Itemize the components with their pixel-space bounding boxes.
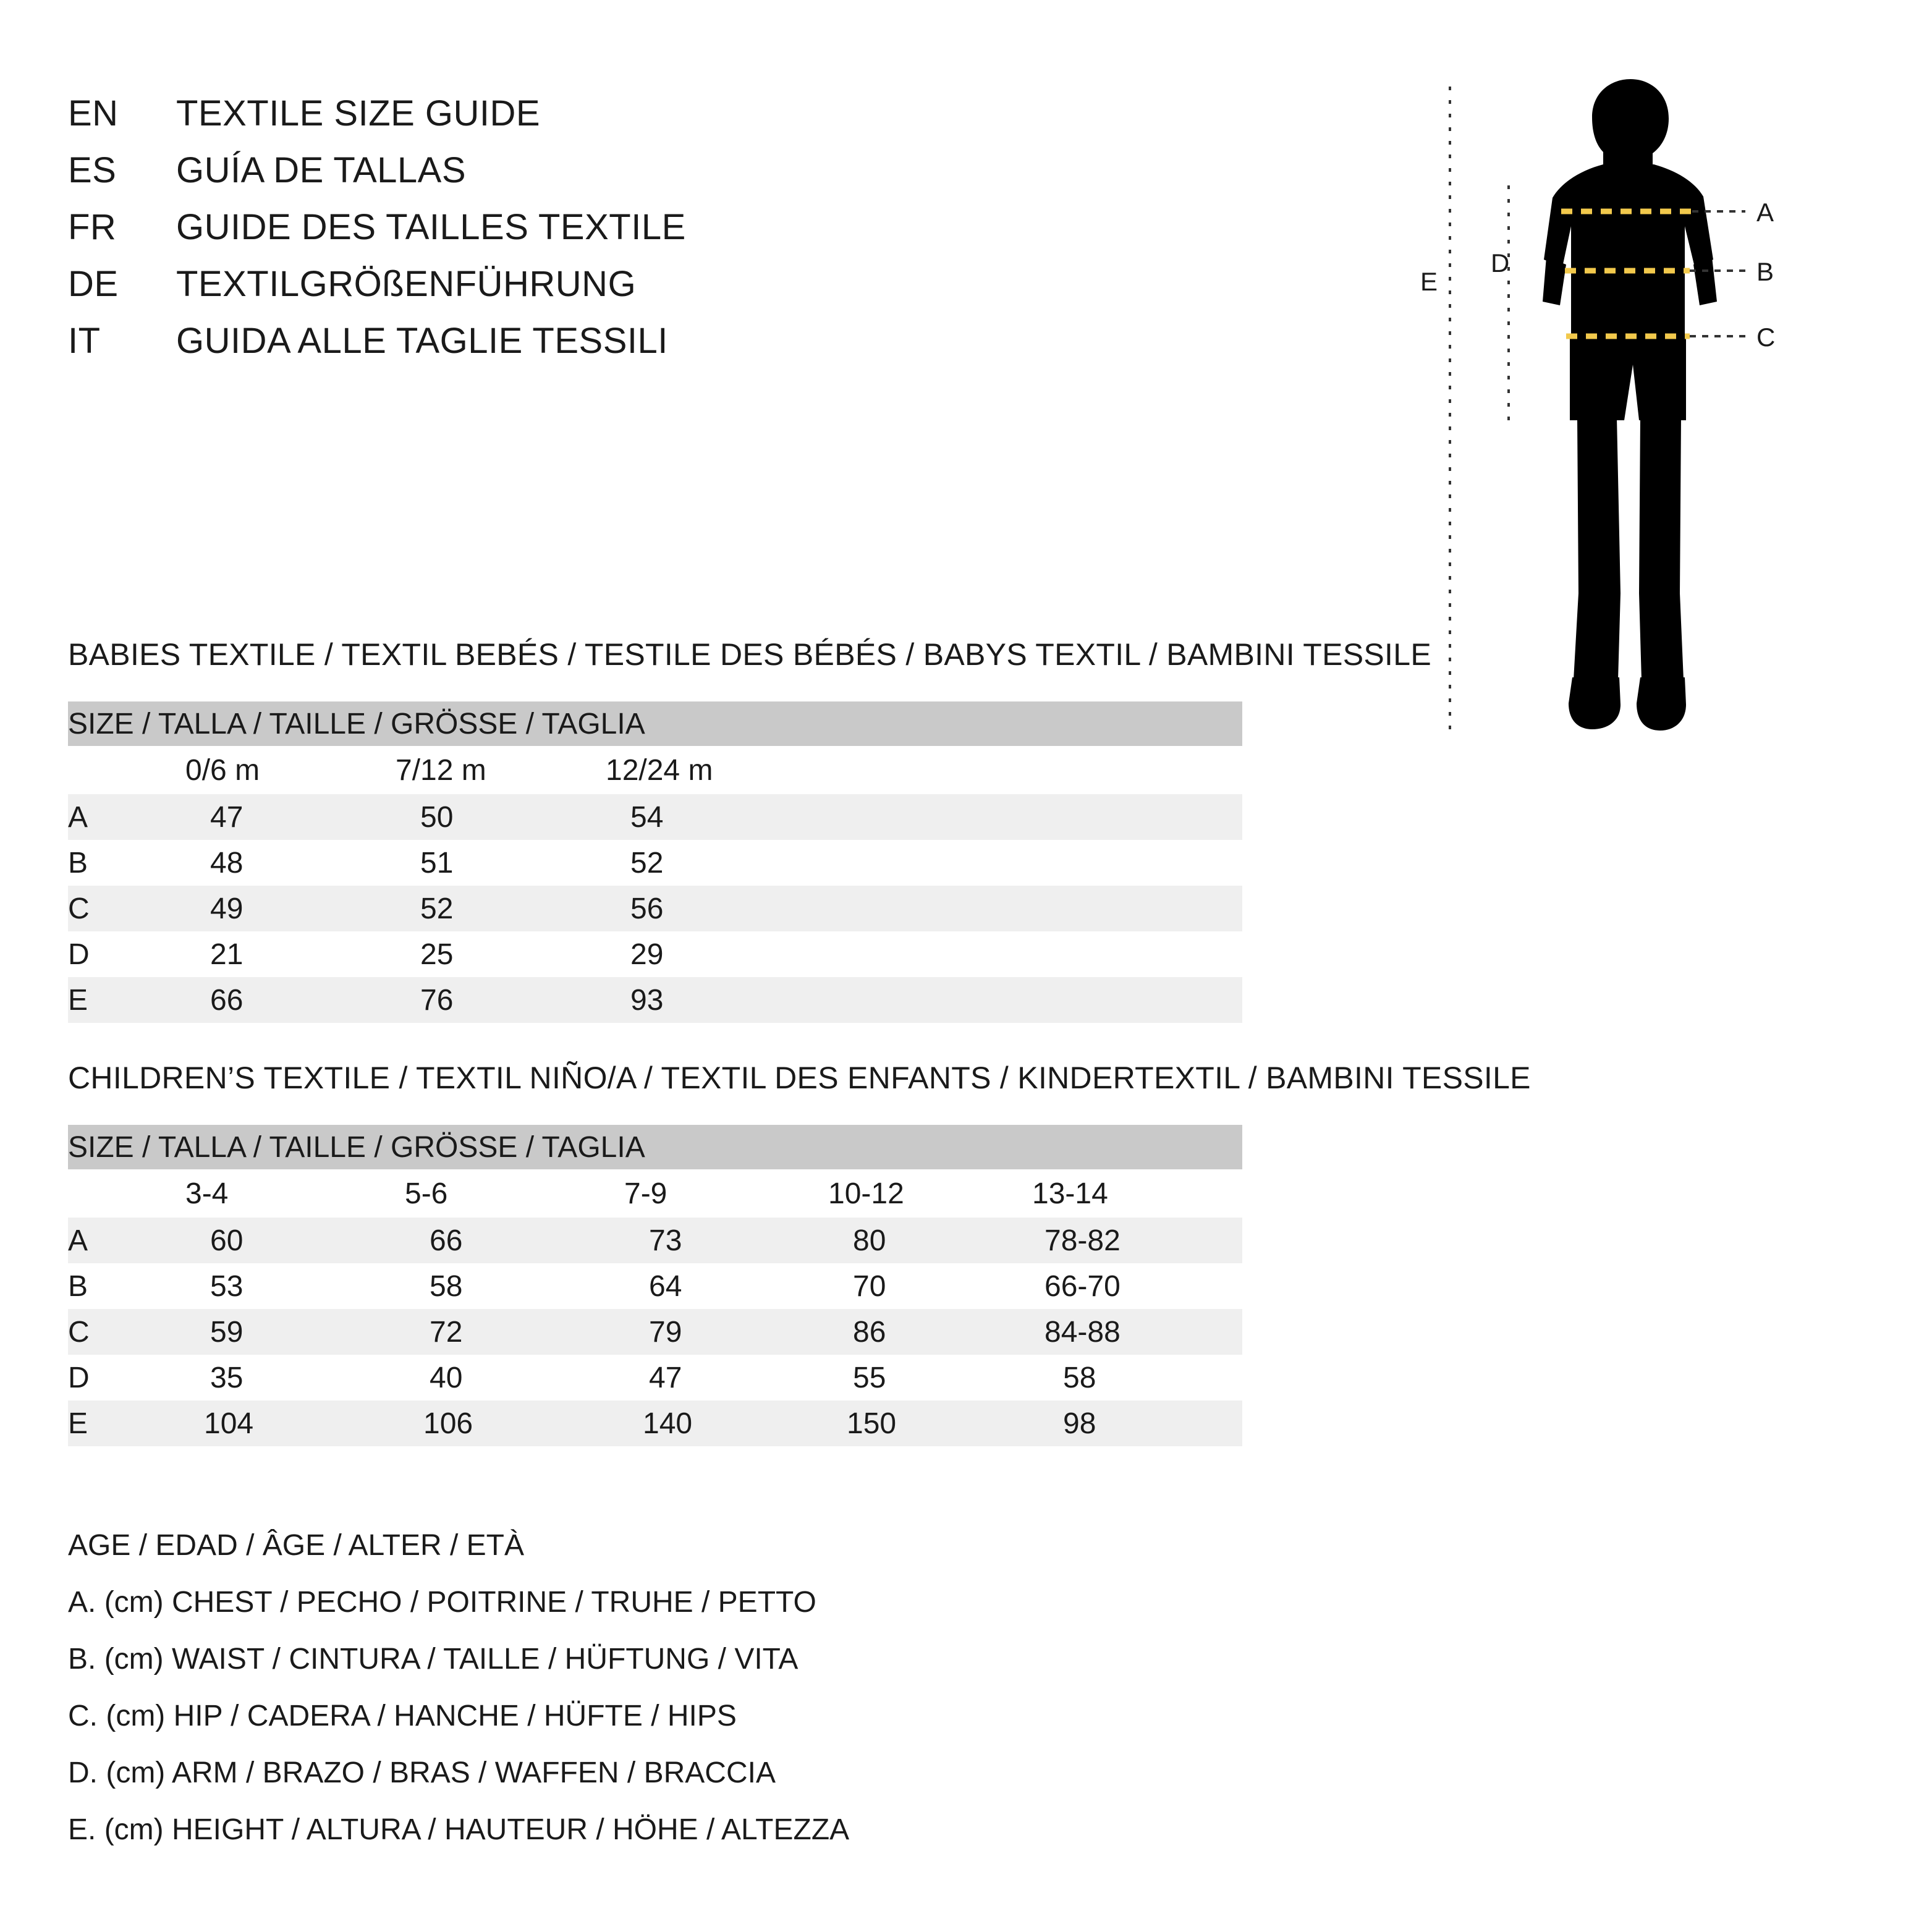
cell-value: 58 (430, 1269, 463, 1303)
cell-value: 78-82 (1032, 1218, 1242, 1263)
cell-value: 52 (396, 886, 606, 931)
children-table-header-row (68, 1125, 1242, 1169)
babies-corner-cell (68, 746, 185, 794)
language-row (68, 320, 686, 377)
babies-table-header-row (68, 701, 1242, 746)
mark-label-b: B (1756, 257, 1774, 286)
babies-section-title: BABIES TEXTILE / TEXTIL BEBÉS / TESTILE DES BÉBÉS / BABYS TEXTIL / BAMBINI TESSILE (68, 637, 1431, 672)
cell-value: 66 (405, 1218, 624, 1263)
legend-item-hip: C. (cm) HIP / CADERA / HANCHE / HÜFTE / HIPS (68, 1700, 737, 1732)
cell-value: 52 (630, 846, 664, 879)
cell-value: 58 (1063, 1361, 1096, 1394)
table-row (68, 977, 1242, 1023)
table-row (68, 1355, 1242, 1400)
legend-item-chest: A. (cm) CHEST / PECHO / POITRINE / TRUHE / PETTO (68, 1586, 816, 1619)
cell-value: 40 (430, 1361, 463, 1394)
table-row (68, 794, 1242, 840)
cell-value: 79 (624, 1309, 828, 1355)
language-title: TEXTILGRÖßENFÜHRUNG (176, 264, 637, 304)
table-row (68, 840, 1242, 886)
language-title: GUIDA ALLE TAGLIE TESSILI (176, 321, 668, 361)
cell-value: 70 (853, 1269, 886, 1303)
cell-value: 25 (420, 938, 454, 971)
cell-value: 49 (185, 886, 396, 931)
cell-value: 66-70 (1044, 1269, 1121, 1303)
language-row (68, 150, 686, 206)
table-row (68, 1218, 1242, 1263)
cell-value: 98 (1032, 1400, 1242, 1446)
row-label: B (68, 1269, 88, 1303)
row-label: E (68, 977, 185, 1023)
table-row (68, 1263, 1242, 1309)
row-label: D (68, 938, 90, 971)
cell-value: 80 (828, 1218, 1032, 1263)
language-code: ES (68, 150, 117, 190)
cell-value: 93 (606, 977, 1242, 1023)
cell-value: 47 (185, 794, 396, 840)
cell-value: 140 (624, 1400, 828, 1446)
children-size-table (68, 1125, 1242, 1446)
children-column-header: 13-14 (1032, 1169, 1242, 1218)
babies-column-header: 12/24 m (606, 746, 1242, 794)
cell-value: 104 (185, 1400, 405, 1446)
language-row (68, 93, 686, 150)
language-code: DE (68, 264, 119, 304)
cell-value: 51 (420, 846, 454, 879)
language-code: EN (68, 93, 119, 133)
legend-title: AGE / EDAD / ÂGE / ALTER / ETÀ (68, 1529, 524, 1562)
children-column-header: 10-12 (828, 1169, 1032, 1218)
cell-value: 73 (624, 1218, 828, 1263)
row-label: A (68, 794, 185, 840)
row-label: A (68, 1218, 185, 1263)
legend-item-arm: D. (cm) ARM / BRAZO / BRAS / WAFFEN / BRACCIA (68, 1756, 776, 1789)
cell-value: 76 (396, 977, 606, 1023)
cell-value: 53 (210, 1269, 244, 1303)
cell-value: 150 (828, 1400, 1032, 1446)
children-column-header-row (68, 1169, 1242, 1218)
legend-item-height: E. (cm) HEIGHT / ALTURA / HAUTEUR / HÖHE / ALTEZZA (68, 1813, 850, 1846)
cell-value: 54 (606, 794, 1242, 840)
row-label: C (68, 1309, 185, 1355)
row-label: D (68, 1361, 90, 1394)
babies-table-header: SIZE / TALLA / TAILLE / GRÖSSE / TAGLIA (68, 701, 1242, 746)
language-code: IT (68, 321, 101, 361)
children-column-header: 5-6 (405, 1169, 624, 1218)
language-title: TEXTILE SIZE GUIDE (176, 93, 541, 133)
mark-label-c: C (1756, 323, 1776, 352)
row-label: E (68, 1400, 185, 1446)
row-label: B (68, 846, 88, 879)
child-silhouette (1543, 79, 1717, 731)
mark-label-a: A (1756, 198, 1774, 227)
cell-value: 60 (185, 1218, 405, 1263)
table-row (68, 931, 1242, 977)
cell-value: 50 (396, 794, 606, 840)
babies-column-header: 7/12 m (396, 746, 606, 794)
children-column-header: 7-9 (624, 1169, 828, 1218)
cell-value: 64 (649, 1269, 682, 1303)
cell-value: 84-88 (1032, 1309, 1242, 1355)
cell-value: 66 (185, 977, 396, 1023)
children-table-header: SIZE / TALLA / TAILLE / GRÖSSE / TAGLIA (68, 1125, 1242, 1169)
language-row (68, 263, 686, 320)
children-section-title: CHILDREN’S TEXTILE / TEXTIL NIÑO/A / TEXTIL DES ENFANTS / KINDERTEXTIL / BAMBINI TESSILE (68, 1061, 1531, 1095)
cell-value: 72 (405, 1309, 624, 1355)
cell-value: 59 (185, 1309, 405, 1355)
cell-value: 47 (649, 1361, 682, 1394)
measurement-figure (1407, 74, 1839, 754)
cell-value: 35 (210, 1361, 244, 1394)
table-row (68, 1309, 1242, 1355)
legend-item-waist: B. (cm) WAIST / CINTURA / TAILLE / HÜFTUNG / VITA (68, 1643, 799, 1676)
children-column-header: 3-4 (185, 1169, 405, 1218)
cell-value: 106 (405, 1400, 624, 1446)
babies-size-table (68, 701, 1242, 1023)
language-row (68, 206, 686, 263)
language-title: GUIDE DES TAILLES TEXTILE (176, 207, 686, 247)
children-corner-cell (68, 1169, 185, 1218)
language-title: GUÍA DE TALLAS (176, 150, 467, 190)
row-label: C (68, 886, 185, 931)
mark-label-d: D (1491, 248, 1510, 278)
language-title-list (68, 93, 686, 377)
cell-value: 21 (210, 938, 244, 971)
table-row (68, 886, 1242, 931)
cell-value: 56 (606, 886, 1242, 931)
babies-column-header-row (68, 746, 1242, 794)
babies-column-header: 0/6 m (185, 746, 396, 794)
cell-value: 86 (828, 1309, 1032, 1355)
cell-value: 48 (210, 846, 244, 879)
legend-block (68, 1517, 849, 1858)
cell-value: 29 (630, 938, 664, 971)
table-row (68, 1400, 1242, 1446)
language-code: FR (68, 207, 117, 247)
mark-label-e: E (1420, 267, 1438, 296)
cell-value: 55 (853, 1361, 886, 1394)
